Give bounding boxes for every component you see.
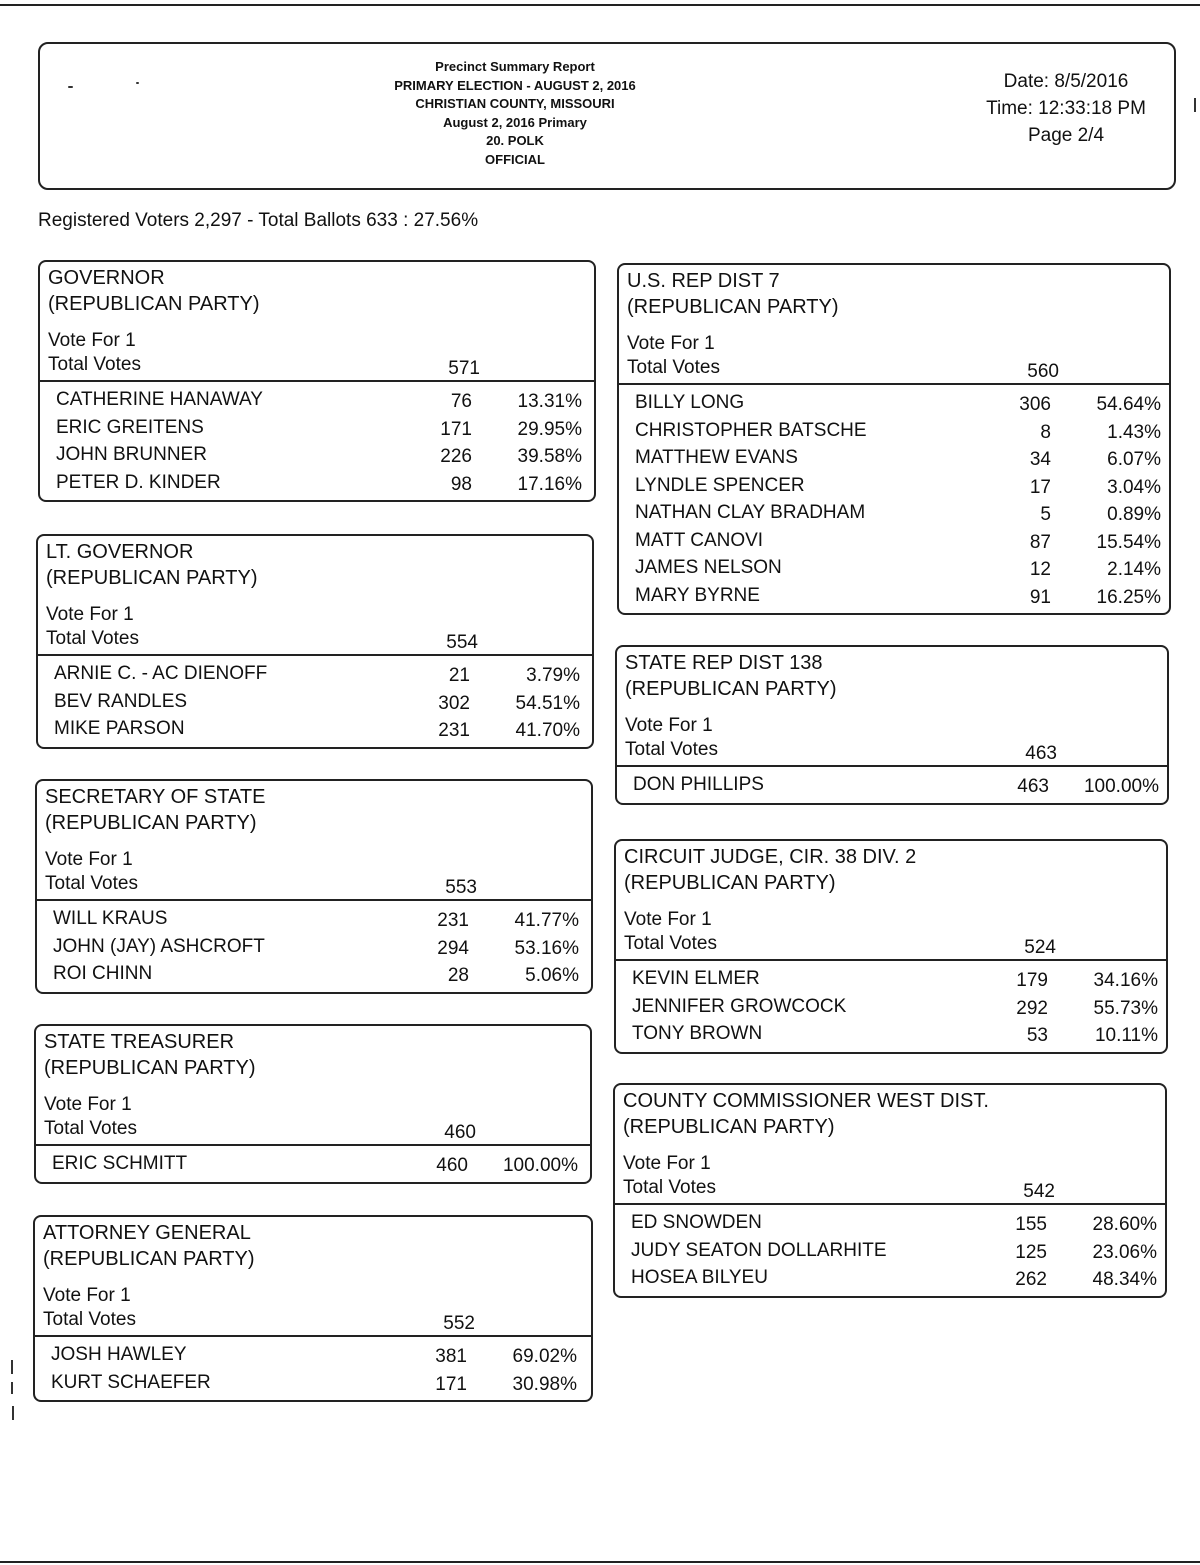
race-title: ATTORNEY GENERAL: [43, 1222, 251, 1244]
scan-speck: [68, 86, 73, 88]
candidate-votes: 98: [450, 473, 472, 495]
candidate-row: [38, 715, 592, 743]
candidate-list: [40, 380, 594, 500]
candidate-votes: 294: [437, 937, 469, 959]
total-votes-label: Total Votes: [43, 1309, 136, 1330]
race-party: (REPUBLICAN PARTY): [623, 1116, 835, 1138]
candidate-list: [619, 383, 1169, 613]
vote-for-label: Vote For 1: [45, 849, 133, 870]
candidate-percent: 1.43%: [1107, 421, 1161, 443]
total-votes-row: [623, 1176, 1157, 1203]
candidate-votes: 463: [1017, 776, 1049, 797]
candidate-percent: 2.14%: [1107, 559, 1161, 580]
race-party: (REPUBLICAN PARTY): [43, 1248, 255, 1270]
report-title: Precinct Summary Report: [435, 59, 595, 74]
candidate-row: [40, 441, 594, 469]
candidate-votes: 12: [1029, 559, 1051, 580]
candidate-percent: 34.16%: [1093, 970, 1158, 991]
candidate-name: ARNIE C. - AC DIENOFF: [54, 663, 268, 684]
candidate-name: CHRISTOPHER BATSCHE: [635, 419, 867, 441]
total-votes-value: 571: [448, 358, 480, 379]
candidate-name: KEVIN ELMER: [632, 968, 760, 989]
candidate-votes: 302: [438, 692, 470, 714]
candidate-list: [616, 959, 1166, 1052]
candidate-percent: 41.77%: [514, 910, 579, 931]
margin-mark: [11, 1382, 13, 1394]
report-time: Time: 12:33:18 PM: [986, 98, 1146, 119]
total-votes-label: Total Votes: [45, 873, 138, 894]
candidate-name: JOHN BRUNNER: [56, 444, 207, 465]
candidate-percent: 30.98%: [512, 1373, 577, 1395]
race-header: [617, 647, 1167, 765]
candidate-list: [36, 1144, 590, 1182]
candidate-percent: 15.54%: [1096, 531, 1161, 553]
candidate-votes: 125: [1015, 1241, 1047, 1263]
vote-for-label: Vote For 1: [627, 333, 715, 354]
report-status: OFFICIAL: [485, 151, 545, 167]
candidate-name: JENNIFER GROWCOCK: [632, 995, 847, 1017]
report-meta: [966, 68, 1166, 149]
race-header: [619, 265, 1169, 383]
candidate-row: [615, 1237, 1165, 1265]
total-votes-value: 554: [446, 632, 478, 653]
vote-for-label: Vote For 1: [624, 909, 712, 930]
margin-mark: [12, 1406, 14, 1420]
scan-speck: [136, 82, 139, 84]
candidate-row: [38, 688, 592, 716]
registered-voters-summary: Registered Voters 2,297 - Total Ballots 633 : 27.56%: [38, 210, 479, 231]
candidate-name: MATTHEW EVANS: [635, 447, 798, 468]
race-box: [613, 1083, 1167, 1298]
total-votes-row: [627, 356, 1161, 383]
race-box: [36, 534, 594, 749]
race-party: (REPUBLICAN PARTY): [46, 567, 258, 589]
candidate-row: [35, 1369, 591, 1397]
candidate-row: [37, 905, 591, 933]
candidate-name: ROI CHINN: [53, 963, 153, 984]
candidate-row: [619, 472, 1169, 500]
candidate-votes: 292: [1016, 997, 1048, 1019]
total-votes-label: Total Votes: [46, 628, 139, 649]
race-title: STATE TREASURER: [44, 1031, 235, 1053]
candidate-list: [615, 1203, 1165, 1296]
candidate-list: [38, 654, 592, 747]
candidate-percent: 39.58%: [517, 446, 582, 467]
candidate-percent: 29.95%: [517, 418, 582, 440]
vote-for-label: Vote For 1: [625, 715, 713, 736]
candidate-votes: 262: [1015, 1269, 1047, 1290]
total-votes-row: [46, 627, 584, 654]
vote-for-label: Vote For 1: [46, 604, 134, 625]
candidate-row: [615, 1264, 1165, 1292]
candidate-votes: 87: [1029, 531, 1051, 553]
candidate-name: JOSH HAWLEY: [51, 1344, 187, 1365]
candidate-percent: 41.70%: [515, 720, 580, 741]
candidate-votes: 76: [450, 391, 472, 412]
race-header: [35, 1217, 591, 1335]
race-party: (REPUBLICAN PARTY): [624, 872, 836, 894]
candidate-name: HOSEA BILYEU: [631, 1267, 768, 1288]
candidate-name: CATHERINE HANAWAY: [56, 389, 263, 410]
race-header: [36, 1026, 590, 1144]
candidate-percent: 28.60%: [1092, 1214, 1157, 1235]
candidate-name: ERIC GREITENS: [56, 416, 204, 438]
election-name: PRIMARY ELECTION - AUGUST 2, 2016: [394, 77, 636, 93]
race-party: (REPUBLICAN PARTY): [45, 812, 257, 834]
race-title: GOVERNOR: [48, 267, 165, 289]
race-party: (REPUBLICAN PARTY): [625, 678, 837, 700]
candidate-votes: 5: [1040, 504, 1051, 525]
total-votes-row: [43, 1308, 583, 1335]
candidate-votes: 231: [438, 720, 470, 741]
candidate-percent: 16.25%: [1096, 586, 1161, 608]
candidate-percent: 54.64%: [1096, 394, 1161, 415]
candidate-percent: 69.02%: [512, 1346, 577, 1367]
candidate-row: [619, 389, 1169, 417]
race-box: [617, 263, 1171, 615]
candidate-percent: 54.51%: [515, 692, 580, 714]
total-votes-value: 560: [1027, 361, 1059, 382]
margin-mark: [11, 1360, 13, 1374]
candidate-votes: 155: [1015, 1214, 1047, 1235]
candidate-percent: 0.89%: [1107, 504, 1161, 525]
candidate-row: [37, 933, 591, 961]
candidate-votes: 34: [1029, 449, 1051, 470]
race-party: (REPUBLICAN PARTY): [44, 1057, 256, 1079]
margin-mark: [1194, 98, 1196, 112]
candidate-row: [617, 771, 1167, 799]
candidate-name: WILL KRAUS: [53, 908, 168, 929]
candidate-votes: 171: [435, 1373, 467, 1395]
candidate-name: JAMES NELSON: [635, 557, 782, 578]
candidate-percent: 13.31%: [517, 391, 582, 412]
candidate-name: MATT CANOVI: [635, 529, 764, 551]
candidate-row: [616, 993, 1166, 1021]
candidate-row: [35, 1341, 591, 1369]
total-votes-label: Total Votes: [624, 933, 717, 954]
precinct-name: 20. POLK: [486, 133, 544, 148]
vote-for-label: Vote For 1: [43, 1285, 131, 1306]
candidate-name: MARY BYRNE: [635, 584, 760, 606]
race-header: [615, 1085, 1165, 1203]
race-box: [38, 260, 596, 502]
total-votes-value: 542: [1023, 1181, 1055, 1202]
candidate-row: [38, 660, 592, 688]
race-header: [616, 841, 1166, 959]
race-title: U.S. REP DIST 7: [627, 270, 780, 292]
candidate-row: [37, 960, 591, 988]
vote-for-label: Vote For 1: [48, 330, 136, 351]
county-name: CHRISTIAN COUNTY, MISSOURI: [415, 96, 615, 111]
candidate-percent: 55.73%: [1093, 997, 1158, 1019]
candidate-row: [616, 1020, 1166, 1048]
candidate-percent: 3.04%: [1107, 476, 1161, 498]
race-header: [37, 781, 591, 899]
candidate-percent: 100.00%: [502, 1155, 578, 1176]
candidate-votes: 460: [436, 1155, 468, 1176]
race-box: [33, 1215, 593, 1402]
candidate-row: [40, 469, 594, 497]
candidate-name: MIKE PARSON: [54, 718, 185, 739]
total-votes-row: [624, 932, 1158, 959]
race-box: [615, 645, 1169, 805]
candidate-votes: 21: [448, 665, 470, 686]
candidate-votes: 8: [1040, 421, 1051, 443]
candidate-percent: 53.16%: [514, 937, 579, 959]
candidate-name: NATHAN CLAY BRADHAM: [635, 502, 866, 523]
candidate-votes: 306: [1019, 394, 1051, 415]
candidate-list: [617, 765, 1167, 803]
candidate-votes: 91: [1029, 586, 1051, 608]
candidate-name: KURT SCHAEFER: [51, 1371, 211, 1393]
total-votes-label: Total Votes: [623, 1177, 716, 1198]
candidate-row: [40, 414, 594, 442]
candidate-row: [619, 444, 1169, 472]
candidate-list: [35, 1335, 591, 1400]
race-party: (REPUBLICAN PARTY): [48, 293, 260, 315]
total-votes-value: 460: [444, 1122, 476, 1143]
candidate-row: [619, 417, 1169, 445]
top-rule: [0, 4, 1200, 6]
candidate-votes: 28: [447, 965, 469, 986]
candidate-list: [37, 899, 591, 992]
total-votes-value: 463: [1025, 743, 1057, 764]
race-title: STATE REP DIST 138: [625, 652, 823, 674]
report-header: [38, 42, 1176, 190]
candidate-name: BEV RANDLES: [54, 690, 188, 712]
candidate-name: BILLY LONG: [635, 392, 745, 413]
candidate-row: [616, 965, 1166, 993]
candidate-name: TONY BROWN: [632, 1023, 763, 1044]
candidate-votes: 53: [1026, 1025, 1048, 1046]
primary-date: August 2, 2016 Primary: [443, 114, 587, 130]
candidate-name: PETER D. KINDER: [56, 471, 221, 493]
candidate-percent: 100.00%: [1083, 776, 1159, 797]
candidate-percent: 17.16%: [517, 473, 582, 495]
candidate-votes: 179: [1016, 970, 1048, 991]
total-votes-label: Total Votes: [44, 1118, 137, 1139]
candidate-name: LYNDLE SPENCER: [635, 474, 805, 496]
bottom-rule: [0, 1561, 1200, 1563]
candidate-row: [615, 1209, 1165, 1237]
total-votes-label: Total Votes: [48, 354, 141, 375]
report-title-block: [350, 58, 680, 169]
candidate-name: DON PHILLIPS: [633, 774, 764, 795]
candidate-percent: 3.79%: [526, 665, 580, 686]
race-title: LT. GOVERNOR: [46, 541, 194, 563]
race-box: [35, 779, 593, 994]
candidate-row: [619, 527, 1169, 555]
race-party: (REPUBLICAN PARTY): [627, 296, 839, 318]
total-votes-row: [45, 872, 583, 899]
race-header: [40, 262, 594, 380]
candidate-votes: 381: [435, 1346, 467, 1367]
vote-for-label: Vote For 1: [44, 1094, 132, 1115]
candidate-votes: 231: [437, 910, 469, 931]
page-number: Page 2/4: [1027, 125, 1105, 146]
candidate-percent: 10.11%: [1094, 1025, 1158, 1046]
total-votes-value: 524: [1024, 937, 1056, 958]
candidate-votes: 226: [440, 446, 472, 467]
race-title: SECRETARY OF STATE: [45, 786, 266, 808]
race-title: CIRCUIT JUDGE, CIR. 38 DIV. 2: [624, 846, 917, 868]
total-votes-row: [625, 738, 1159, 765]
total-votes-value: 553: [445, 877, 477, 898]
candidate-votes: 171: [440, 418, 472, 440]
race-box: [614, 839, 1168, 1054]
total-votes-row: [44, 1117, 582, 1144]
total-votes-row: [48, 353, 586, 380]
candidate-name: ED SNOWDEN: [631, 1212, 762, 1233]
total-votes-label: Total Votes: [625, 739, 718, 760]
candidate-row: [36, 1150, 590, 1178]
total-votes-value: 552: [443, 1313, 475, 1334]
candidate-name: ERIC SCHMITT: [52, 1153, 188, 1174]
race-header: [38, 536, 592, 654]
candidate-percent: 23.06%: [1092, 1241, 1157, 1263]
candidate-row: [40, 386, 594, 414]
race-box: [34, 1024, 592, 1184]
vote-for-label: Vote For 1: [623, 1153, 711, 1174]
candidate-name: JUDY SEATON DOLLARHITE: [631, 1239, 887, 1261]
candidate-row: [619, 554, 1169, 582]
race-title: COUNTY COMMISSIONER WEST DIST.: [623, 1090, 989, 1112]
candidate-row: [619, 499, 1169, 527]
candidate-name: JOHN (JAY) ASHCROFT: [53, 935, 265, 957]
report-date: Date: 8/5/2016: [1003, 71, 1129, 92]
candidate-percent: 5.06%: [525, 965, 579, 986]
candidate-votes: 17: [1029, 476, 1051, 498]
total-votes-label: Total Votes: [627, 357, 720, 378]
candidate-percent: 48.34%: [1092, 1269, 1157, 1290]
candidate-row: [619, 582, 1169, 610]
candidate-percent: 6.07%: [1107, 449, 1161, 470]
